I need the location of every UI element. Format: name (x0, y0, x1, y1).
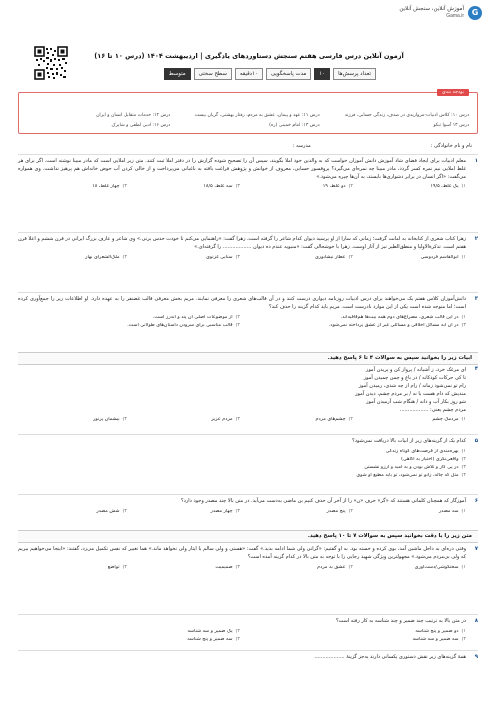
question-number: ۸ (474, 618, 478, 624)
question-number: ۱ (474, 158, 478, 164)
option-4[interactable]: ۴) چهار غلط، ۱۸ (92, 184, 127, 190)
option-label: چشم‌های مردم (315, 417, 346, 422)
option-3[interactable]: ۳) سه غلط، ۱۸/۵ (203, 184, 240, 190)
section-heading: متن زیر را با دقت بخوانید سپس به سوالات ۷ تا ۱۰ پاسخ دهید. (18, 530, 478, 543)
option-label: دو غلط، ۱۹ (322, 184, 346, 190)
option-4[interactable]: ۴) مثل که چاله، زانو تو نمی‌شود، تو باید مطیع او شوی (356, 472, 466, 478)
option-label: پنج مصدر (326, 508, 346, 514)
option-2[interactable]: ۲) عشق به مردم (317, 564, 353, 570)
divider (18, 292, 478, 293)
question-number: ۹ (474, 654, 478, 660)
option-label: عطار نیشابوری (315, 254, 346, 260)
question-6 (18, 498, 478, 515)
option-label: عشق به مردم (317, 564, 346, 570)
syllabus-item: درس ۱۱: عهد و پیمان، عشق به مردم، رفتار بهشتی، گریان بیست (194, 113, 320, 118)
question-text: زهرا کتاب شعری از کتابخانه به امانت گرفت؛ زمانی که سارا از او پرسید دیوان کدام شاعر را گرفته است، زهرا گفت: «راهنمایی می‌کنم تا خودت حدس بزنی.» وی شاعر و عارف بزرگ ایرانی در قرن ششم و اعلا قرن هفتم است. تذکرة‌الاولیا و منطق‌الطیر نیز از آثار اوست. زهرا با خوشحالی گفت: «منبویه عندم ده دیوان .................. را گرفته‌ای.» (18, 236, 466, 250)
options (18, 315, 466, 330)
option-label: بهره‌مندی از فرصت‌های کوتاه زندگی (385, 448, 459, 454)
options (18, 184, 466, 190)
brand-name: آموزش آنلاین، سنجش آنلاین (399, 6, 464, 12)
option-label: سختکوشی/دست‌آوری (414, 564, 459, 570)
option-label: مردم عزیز (211, 417, 233, 422)
student-name-label: نام و نام خانوادگی : (430, 143, 472, 149)
option-label: بیشمان پرنور (93, 417, 120, 422)
student-info-row (18, 140, 478, 152)
option-4[interactable]: ۴) بیشمان پرنور (93, 417, 127, 422)
option-label: در پی کار و تلاش بودن و به امید و آرزو نشستن (364, 464, 459, 470)
option-2[interactable]: ۲) پنج مصدر (326, 508, 353, 514)
question-number: ۷ (474, 546, 478, 552)
option-1[interactable]: ۱) سه مصدر (438, 508, 466, 514)
divider (18, 494, 478, 495)
option-label: یک ضمیر و سه شناسه (187, 628, 233, 634)
poem-line: مندیش که دام هست یا نه / بر مردم چشم، دیدن آموز (355, 391, 466, 397)
option-label: یک غلط، ۱۹/۵ (430, 184, 459, 190)
option-label: صمیمیت (215, 564, 233, 570)
divider (18, 154, 478, 155)
poem (18, 366, 466, 414)
option-label: سه ضمیر و سه شناسه (412, 637, 459, 643)
qr-code-icon (34, 46, 68, 80)
question-1 (18, 158, 478, 191)
options (18, 417, 466, 423)
option-label: در این قالب شعری، مصراع‌های دوم همه بیت‌ها هم‌قافیه‌اند. (340, 314, 459, 320)
option-1[interactable]: ۱) دو ضمیر و پنج شناسه (415, 628, 466, 634)
question-text: در متن بالا به ترتیب چند ضمیر و چند شناسه به کار رفته است؟ (336, 618, 466, 624)
question-number: ۴ (474, 366, 478, 372)
option-4[interactable]: ۴) سه ضمیر و پنج شناسه (187, 637, 240, 643)
question-text: معلم ادبیات برای ایجاد فضای شاد آموزش دانش آموزان خواست که به والدین خود املا بگویند، سپس آن را تصحیح شوده گزارش را در دفتر املا ثبت کنند. متن زیر املایی است که مادر مبینا نوشته است. اگر برای هر غلط املایی نیم نمره کسر گردد، مادر مبینا چه نمره‌ای می‌گیرد؟ پروفسور حسابی، معروف از خوانش و پژوهش فراغت یافته به باغبانی می‌پرداخت و از خالی کردن آب حوض خانه‌اش هم پرهیز نداشت. وی همواره می‌گفت: «اگر انسان در برابر دشواری‌ها بایستد، به آن‌ها چیره می‌شود.» (18, 158, 466, 180)
question-count-label: تعداد پرسش‌ها (333, 68, 376, 80)
poem-line: تا کی حرکات کودکانه / در باغ و چمن چمیدن آموز (363, 375, 466, 381)
option-label: مردمک چشم (432, 417, 459, 422)
question-text: وقتی ذره‌ای به داخل ماشین آمد، بوی کرده و خسته بود. به او گفتیم: «گرانی ولی شما ادامه بدید.» گفت: «هستی و ولی سالم با ایثار ولی نخواهد ماند.» هما تغییر که نفس تکمیل می‌زد، گفتند: «اینجا می‌خواهیم ببریم که ولی بی‌مردم می‌شود.» مجهولترین ویژگی شهید رجایی را با توجه به متن بالا در کدام گزینه آمده است؟ (18, 546, 466, 560)
question-8 (18, 618, 478, 644)
syllabus-item: درس ۱۶: ادبی لطفی و شایرک (111, 123, 171, 129)
divider (18, 434, 478, 435)
option-3[interactable]: ۳) سنایی غزنوی (206, 254, 240, 260)
question-number: ۲ (474, 236, 478, 242)
question-text: همهٔ گزینه‌های زیر نقش دستوری یکسانی دارند به‌جز گزینهٔ ................... (314, 654, 466, 660)
question-9 (18, 654, 478, 662)
option-label: سه غلط، ۱۸/۵ (203, 184, 233, 190)
section-heading: ابیات زیر را بخوانید سپس به سوالات ۴ تا ۶ پاسخ دهید. (18, 352, 478, 365)
option-label: ابوالقاسم فردوسی (420, 254, 459, 260)
option-2[interactable]: ۲) عطار نیشابوری (315, 254, 353, 260)
option-3[interactable]: ۳) سه ضمیر و سه شناسه (412, 637, 466, 643)
option-label: چهار مصدر (210, 508, 233, 514)
brand-text (399, 6, 464, 20)
option-3[interactable]: ۳) در پی کار و تلاش بودن و به امید و آرزو نشستن (364, 464, 466, 470)
poem-line: شو روز بکار آب و دانه / هنگام شب آرمیدن آموز (366, 399, 466, 405)
option-4[interactable]: ۴) ملک‌الشعرای بهار (85, 254, 127, 260)
option-2[interactable]: ۲) از موضوعات اصلی آن پند و اندرز است. (152, 314, 240, 320)
duration-label: مدت پاسخگویی (266, 68, 311, 80)
brand-domain: Gama.ir (446, 13, 464, 20)
option-1[interactable]: ۱) بهره‌مندی از فرصت‌های کوتاه زندگی (385, 448, 466, 454)
option-2[interactable]: ۲) واقعی‌نگری (اختیار به آگاهی) (401, 456, 466, 462)
divider (18, 232, 478, 233)
options (18, 565, 466, 571)
option-2[interactable]: ۲) یک ضمیر و سه شناسه (187, 628, 240, 634)
option-3[interactable]: ۳) مردم عزیز (211, 417, 240, 422)
syllabus-item: درس ۱۰: کلاس ادبیات-مرواریدی در صدف، زندگی حسابی، فرزند (344, 113, 469, 118)
divider (18, 614, 478, 615)
question-number: ۳ (474, 296, 478, 302)
question-7 (18, 546, 478, 571)
school-label: مدرسه : (292, 143, 311, 149)
question-number: ۶ (474, 498, 478, 504)
option-label: قالب مناسبی برای سرودن داستان‌های طولانی است. (127, 322, 233, 328)
option-1[interactable]: ۱) یک غلط، ۱۹/۵ (430, 184, 466, 190)
option-label: سه ضمیر و پنج شناسه (187, 637, 233, 643)
question-text: آموزگار که همچنان کلماتی هستند که «گر» حرف «ن» را از آخر آن حذف کنیم بن ماضی به‌دست می‌آید. در متن بالا چند مصدر وجود دارد؟ (180, 498, 466, 504)
question-5 (18, 438, 478, 479)
option-3[interactable]: ۳) صمیمیت (215, 564, 240, 570)
question-4 (18, 366, 478, 423)
option-1[interactable]: ۱) در این قالب شعری، مصراع‌های دوم همه بیت‌ها هم‌قافیه‌اند. (340, 314, 466, 320)
option-1[interactable]: ۱) مردمک چشم (432, 417, 466, 422)
question-text: کدام یک از گزینه‌های زیر از ابیات بالا دریافت نمی‌شود؟ (352, 438, 466, 444)
question-3 (18, 296, 478, 329)
option-label: شش مصدر (96, 508, 120, 514)
question-text: دانش‌آموزان کلاس هفتم یک می‌خواهند برای درس ادبیات روزنامه دیواری درست کنند و در آن قالب‌های شعری را معرفی نمایند. مریم بخش معرفی قالب غضنفر را به عهده دارد. او اطلاعات زیر را جمع‌آوری کرده است؛ اما متوجه شده است یکی از این موارد نادرست است. مریم باید کدام گزینه را حذف کند؟ (18, 296, 466, 310)
option-1[interactable]: ۱) ابوالقاسم فردوسی (420, 254, 466, 260)
level-label: سطح سختی (194, 68, 232, 80)
option-1[interactable]: ۱) سختکوشی/دست‌آوری (414, 564, 466, 570)
poem-line: ای مرغک خرد، ز آشیانه / پرواز کن و پریدن آموز (365, 367, 466, 373)
exam-title: آزمون آنلاین درس فارسی هفتم سنجش دستاوردهای یادگیری | اردیبهشت ۱۴۰۴ (درس ۱۰ تا ۱۶) (94, 52, 404, 60)
option-4[interactable]: ۴) شش مصدر (96, 508, 127, 514)
option-4[interactable]: ۴) تواضع (107, 564, 127, 570)
option-2[interactable]: ۲) چشم‌های مردم (315, 417, 353, 422)
poem-question: مردم چشم یعنی: .................. (399, 407, 466, 413)
question-number: ۵ (474, 438, 478, 444)
option-3[interactable]: ۳) چهار مصدر (210, 508, 240, 514)
option-label: مثل که چاله، زانو تو نمی‌شود، تو باید مطیع او شوی (356, 472, 459, 478)
syllabus-item: درس ۱۲: خدمات متقابل انسان و ایران (96, 113, 171, 118)
options (18, 629, 466, 644)
page-header (14, 4, 482, 26)
question-count-value: ۱۰ (314, 68, 330, 80)
syllabus-item: درس ۱۳ آسوا تبکو (433, 123, 469, 129)
syllabus-list (27, 113, 469, 129)
option-2[interactable]: ۲) دو غلط، ۱۹ (322, 184, 353, 190)
syllabus-box (18, 89, 478, 134)
options (18, 449, 466, 479)
option-label: واقعی‌نگری (اختیار به آگاهی) (401, 456, 459, 462)
level-value: متوسط (164, 68, 191, 80)
option-label: از موضوعات اصلی آن پند و اندرز است. (152, 314, 233, 320)
poem-line: رام تو نمی‌شود زمانه / رام از چه شدی، رمیدن آموز (358, 383, 466, 389)
duration-value: ۱۰دقیقه (235, 68, 263, 80)
option-label: ملک‌الشعرای بهار (85, 254, 120, 260)
option-label: دو ضمیر و پنج شناسه (415, 628, 459, 634)
brand-mark-icon: G (468, 6, 482, 20)
option-label: سنایی غزنوی (206, 254, 233, 260)
divider (18, 650, 478, 651)
exam-meta (84, 68, 376, 80)
brand-logo[interactable] (399, 6, 482, 20)
option-4[interactable]: ۴) قالب مناسبی برای سرودن داستان‌های طولانی است. (127, 322, 240, 328)
option-label: چهار غلط، ۱۸ (92, 184, 120, 190)
option-label: تواضع (107, 564, 120, 570)
syllabus-tag: بودجه بندی (437, 89, 469, 96)
syllabus-item: درس ۱۳: امام خمینی (ره) (269, 123, 320, 129)
options (18, 255, 466, 261)
options (18, 509, 466, 515)
option-label: سه مصدر (438, 508, 459, 514)
option-3[interactable]: ۳) در آن ابه مسائل اخلاقی و مسائلی غیر از عشق پرداخته نمی‌شود. (328, 322, 466, 328)
option-label: در آن ابه مسائل اخلاقی و مسائلی غیر از عشق پرداخته نمی‌شود. (328, 322, 459, 328)
question-2 (18, 236, 478, 261)
